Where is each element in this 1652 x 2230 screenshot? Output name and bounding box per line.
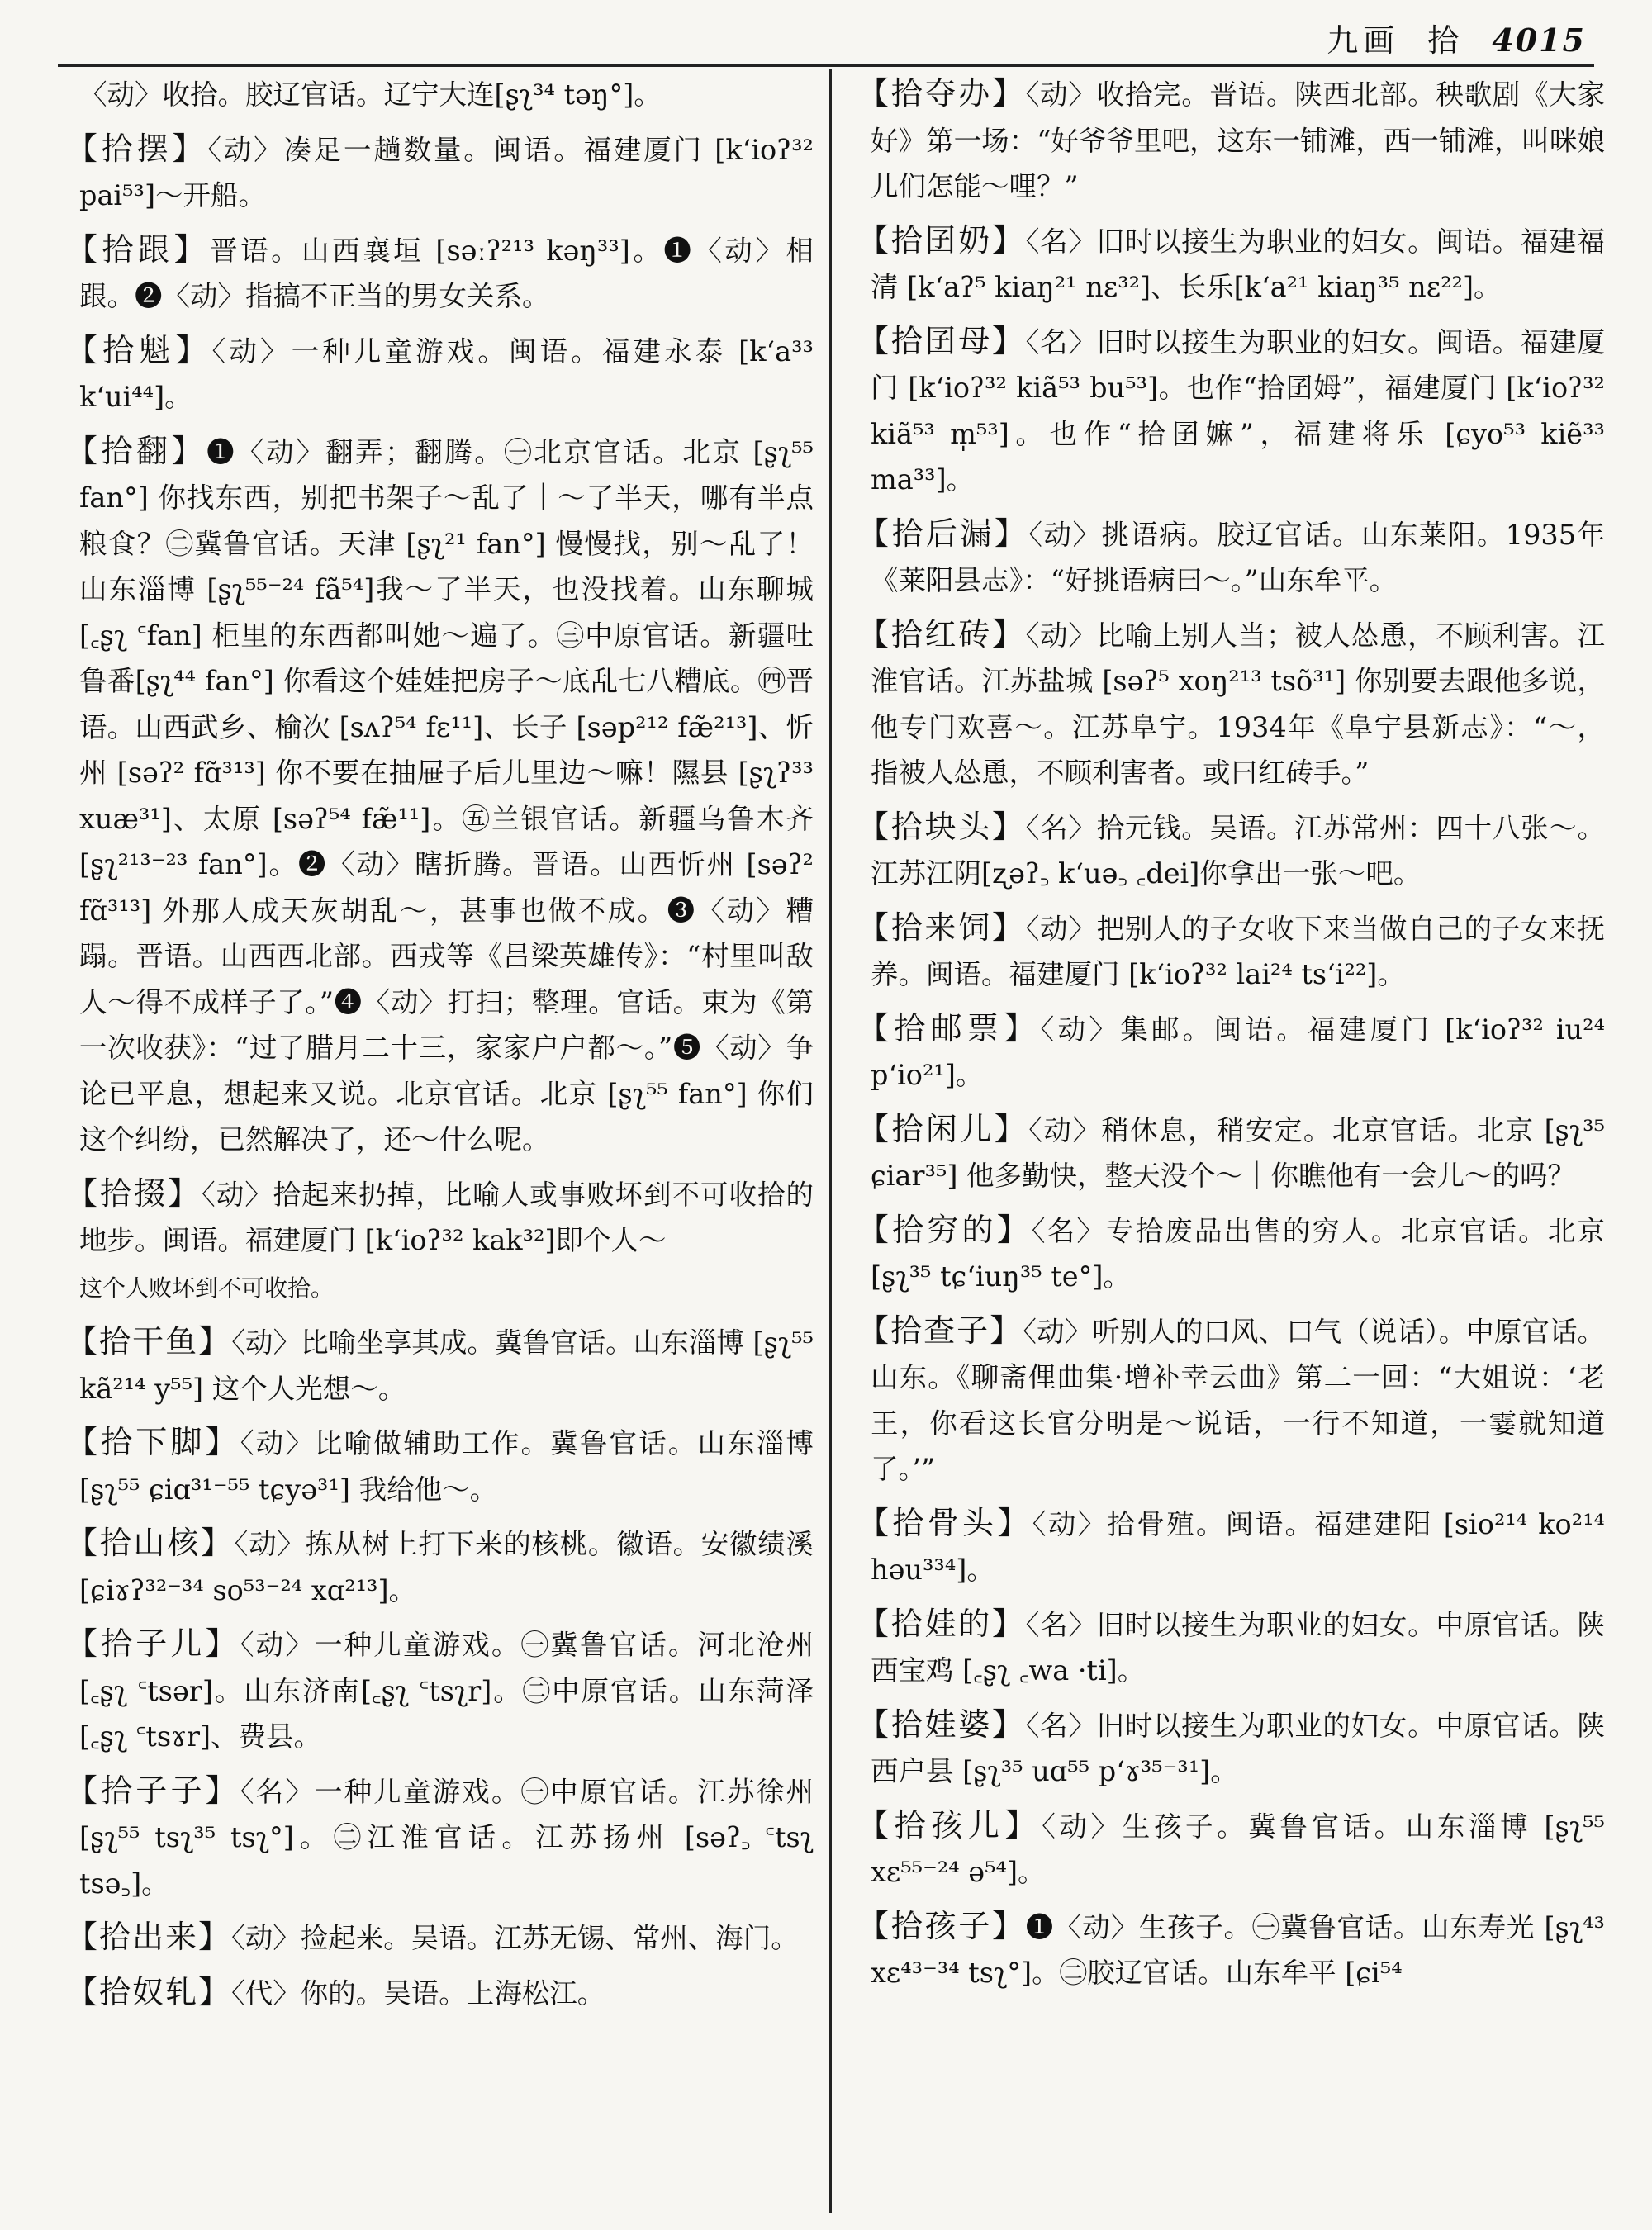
entry-head: 【拾掇】 xyxy=(66,1174,202,1212)
entry-head: 【拾孩儿】 xyxy=(857,1806,1042,1843)
entry-head: 【拾穷的】 xyxy=(857,1211,1032,1248)
entry-body: 〈动〉稍休息，稍安定。北京官话。北京 [ʂʅ³⁵ ɕiar³⁵] 他多勤快，整天没个～｜你瞧他有一会儿～的吗？ xyxy=(871,1113,1605,1192)
entry-body: 〈动〉捡起来。吴语。江苏无锡、常州、海门。 xyxy=(231,1922,799,1954)
entry-head: 【拾红砖】 xyxy=(857,615,1026,652)
entry xyxy=(857,1107,1605,1199)
entry-head: 【拾娃的】 xyxy=(857,1605,1026,1642)
entry-body: 〈动〉听别人的口风、口气（说话）。中原官话。山东。《聊斋俚曲集·增补幸云曲》第二一回：“大姐说：‘老王，你看这长官分明是～说话，一行不知道，一霎就知道了。’” xyxy=(871,1315,1605,1485)
entry-head: 【拾魁】 xyxy=(66,331,212,368)
entry-body: 〈动〉比喻上别人当；被人怂恿，不顾利害。江淮官话。江苏盐城 [səʔ⁵ xoŋ²¹³ tsõ³¹] 你别要去跟他多说，他专门欢喜～。江苏阜宁。1934年《阜宁县新志》：“～，指被人怂恿，不顾利害者。或曰红砖手。” xyxy=(871,619,1605,789)
column-divider xyxy=(829,69,832,2213)
entry-head: 【拾山核】 xyxy=(66,1525,235,1561)
entry-head: 【拾查子】 xyxy=(857,1312,1023,1349)
entry xyxy=(857,1006,1605,1098)
entry xyxy=(857,804,1605,897)
entry-head: 【拾囝母】 xyxy=(857,322,1026,359)
entry-body: 〈名〉专拾废品出售的穷人。北京官话。北京 [ʂʅ³⁵ tɕʻiuŋ³⁵ te°]。 xyxy=(871,1214,1605,1293)
header-char: 拾 xyxy=(1427,22,1464,59)
entry xyxy=(857,1702,1605,1795)
entry-body: 〈动〉拾骨殖。闽语。福建建阳 [sio²¹⁴ ko²¹⁴ həu³³⁴]。 xyxy=(871,1507,1605,1586)
entry xyxy=(857,511,1605,604)
entry-body: 〈动〉集邮。闽语。福建厦门 [kʻioʔ³² iu²⁴ pʻio²¹]。 xyxy=(871,1013,1605,1091)
entry xyxy=(66,1768,814,1907)
right-column xyxy=(857,71,1605,2005)
entry xyxy=(66,1914,814,1962)
entry-body: 〈名〉拾元钱。吴语。江苏常州：四十八张～。江苏江阴[ʐəʔ꜆ kʻuə꜆ ꜀dei]你拿出一张～吧。 xyxy=(871,811,1605,890)
entry-head: 【拾奴轧】 xyxy=(66,1973,232,2010)
entry-body: 〈动〉收拾。胶辽官话。辽宁大连[ʂʅ³⁴ təŋ°]。 xyxy=(79,78,662,111)
entry-body: 〈动〉一种儿童游戏。闽语。福建永泰 [kʻa³³ kʻui⁴⁴]。 xyxy=(79,334,814,413)
entry-head: 【拾来饲】 xyxy=(857,909,1026,946)
entry xyxy=(66,1970,814,2017)
entry-body: 〈动〉收拾完。晋语。陕西北部。秧歌剧《大家好》第一场：“好爷爷里吧，这东一铺滩，西一铺滩，叫咪娘儿们怎能～哩？” xyxy=(871,78,1606,202)
entry-head: 【拾闲儿】 xyxy=(857,1110,1029,1147)
entry-body: 〈动〉比喻做辅助工作。冀鲁官话。山东淄博 [ʂʅ⁵⁵ ɕiɑ³¹⁻⁵⁵ tɕyə³¹] 我给他～。 xyxy=(79,1427,814,1506)
entry-head: 【拾骨头】 xyxy=(857,1504,1032,1541)
entry xyxy=(66,429,814,1163)
page-number: 4015 xyxy=(1492,21,1586,59)
entry-body: 〈动〉比喻坐享其成。冀鲁官话。山东淄博 [ʂʅ⁵⁵ kã²¹⁴ y⁵⁵] 这个人光想～。 xyxy=(79,1326,814,1405)
entry xyxy=(66,1319,814,1412)
entry-gloss: 这个人败坏到不可收拾。 xyxy=(79,1274,335,1302)
entry xyxy=(66,1621,814,1760)
entry xyxy=(66,71,814,118)
entry xyxy=(857,1904,1605,1996)
entry xyxy=(66,227,814,320)
section-label: 九画 xyxy=(1327,22,1400,59)
entry-head: 【拾邮票】 xyxy=(857,1009,1041,1046)
entry-head: 【拾子儿】 xyxy=(66,1625,240,1662)
entry-body: 晋语。山西襄垣 [səːʔ²¹³ kəŋ³³]。❶〈动〉相跟。❷〈动〉指搞不正当的男女关系。 xyxy=(79,234,814,312)
entry-body: 〈名〉旧时以接生为职业的妇女。闽语。福建厦门 [kʻioʔ³² kiã⁵³ bu⁵³]。也作“拾囝姆”，福建厦门 [kʻioʔ³² kiã⁵³ m̩⁵³]。也作“拾囝嫲”，福建将乐 [ɕyo⁵³ kiẽ³³ ma³³]。 xyxy=(871,325,1605,496)
entry xyxy=(857,1601,1605,1694)
entry xyxy=(857,71,1605,210)
entry-body: 〈动〉拣从树上打下来的核桃。徽语。安徽绩溪 [ɕiɤʔ³²⁻³⁴ so⁵³⁻²⁴ xɑ²¹³]。 xyxy=(79,1528,814,1606)
entry-body: 〈动〉生孩子。冀鲁官话。山东淄博 [ʂʅ⁵⁵ xɛ⁵⁵⁻²⁴ ə⁵⁴]。 xyxy=(871,1810,1605,1888)
entry xyxy=(857,319,1605,503)
entry-body: 〈动〉把别人的子女收下来当做自己的子女来抚养。闽语。福建厦门 [kʻioʔ³² lai²⁴ tsʻi²²]。 xyxy=(871,912,1605,990)
entry xyxy=(66,1420,814,1512)
entry-body: 〈动〉一种儿童游戏。㊀冀鲁官话。河北沧州 [꜀ʂʅ ꜂tsər]。山东济南[꜀ʂʅ ꜂tsʅr]。㊁中原官话。山东菏泽 [꜀ʂʅ ꜂tsɤr]、费县。 xyxy=(79,1629,814,1753)
entry xyxy=(857,1501,1605,1593)
entry xyxy=(66,1521,814,1613)
entry-head: 【拾娃婆】 xyxy=(857,1706,1026,1743)
entry-head: 【拾下脚】 xyxy=(66,1424,240,1460)
entry-head: 【拾干鱼】 xyxy=(66,1323,232,1359)
page-header xyxy=(1327,15,1586,60)
entry xyxy=(857,905,1605,998)
entry-body: 〈动〉挑语病。胶辽官话。山东莱阳。1935年《莱阳县志》：“好挑语病曰～。”山东牟平。 xyxy=(871,518,1605,596)
entry xyxy=(857,1308,1605,1492)
entry-head: 【拾囝奶】 xyxy=(857,221,1026,259)
entry xyxy=(857,1208,1605,1300)
entry-head: 【拾出来】 xyxy=(66,1919,232,1955)
entry-head: 【拾后漏】 xyxy=(857,515,1029,552)
entry-head: 【拾孩子】 xyxy=(857,1907,1026,1944)
entry xyxy=(66,1171,814,1312)
entry-body: 〈名〉旧时以接生为职业的妇女。中原官话。陕西户县 [ʂʅ³⁵ uɑ⁵⁵ pʻɤ³⁵⁻³¹]。 xyxy=(871,1709,1605,1787)
entry-head: 【拾块头】 xyxy=(857,808,1026,845)
entry-head: 【拾摆】 xyxy=(66,130,208,167)
entry-body: 〈代〉你的。吴语。上海松江。 xyxy=(231,1976,605,2009)
entry xyxy=(66,328,814,420)
entry-body: 〈名〉旧时以接生为职业的妇女。闽语。福建福清 [kʻaʔ⁵ kiaŋ²¹ nɛ³²]、长乐[kʻa²¹ kiaŋ³⁵ nɛ²²]。 xyxy=(871,225,1605,303)
entry xyxy=(857,218,1605,311)
entry-body: 〈动〉拾起来扔掉，比喻人或事败坏到不可收拾的地步。闽语。福建厦门 [kʻioʔ³² kak³²]即个人～ xyxy=(79,1178,814,1256)
entry-body: ❶〈动〉生孩子。㊀冀鲁官话。山东寿光 [ʂʅ⁴³ xɛ⁴³⁻³⁴ tsʅ°]。㊁胶辽官话。山东牟平 [ɕi⁵⁴ xyxy=(871,1910,1605,1989)
entry-body: 〈名〉旧时以接生为职业的妇女。中原官话。陕西宝鸡 [꜀ʂʅ ꜀wa ·ti]。 xyxy=(871,1608,1605,1687)
left-column xyxy=(66,71,814,2024)
entry-body: 〈动〉凑足一趟数量。闽语。福建厦门 [kʻioʔ³² pai⁵³]～开船。 xyxy=(79,133,814,211)
entry xyxy=(857,612,1605,796)
entry-head: 【拾跟】 xyxy=(66,230,211,268)
header-rule xyxy=(58,64,1594,67)
entry xyxy=(66,126,814,219)
entry-head: 【拾翻】 xyxy=(66,432,207,469)
entry xyxy=(857,1803,1605,1896)
entry-body: ❶〈动〉翻弄；翻腾。㊀北京官话。北京 [ʂʅ⁵⁵ fan°] 你找东西，别把书架子～乱了｜～了半天，哪有半点粮食？㊁冀鲁官话。天津 [ʂʅ²¹ fan°] 慢慢找，别～乱了！山东淄博 [ʂʅ⁵⁵⁻²⁴ fã⁵⁴]我～了半天，也没找着。山东聊城 [꜀ʂʅ ꜂fan] 柜里的东西都叫她～遍了。㊂中原官话。新疆吐鲁番[ʂʅ⁴⁴ fan°] 你看这个娃娃把房子～底乱七八糟底。㊃晋语。山西武乡、榆次 [sʌʔ⁵⁴ fɛ¹¹]、长子 [səp²¹² fæ̃²¹³]、忻州 [səʔ² fɑ̃³¹³] 你不要在抽屉子后儿里边～嘛！隰县 [ʂʅʔ³³ xuæ³¹]、太原 [səʔ⁵⁴ fæ̃¹¹]。㊄兰银官话。新疆乌鲁木齐 [ʂʅ²¹³⁻²³ fan°]。❷〈动〉瞎折腾。晋语。山西忻州 [səʔ² fɑ̃³¹³] 外那人成天灰胡乱～，甚事也做不成。❸〈动〉糟蹋。晋语。山西西北部。西戎等《吕梁英雄传》：“村里叫敌人～得不成样子了。”❹〈动〉打扫；整理。官话。束为《第一次收获》：“过了腊月二十三，家家户户都～。”❺〈动〉争论已平息，想起来又说。北京官话。北京 [ʂʅ⁵⁵ fan°] 你们这个纠纷，已然解决了，还～什么呢。 xyxy=(79,435,814,1155)
entry-head: 【拾子子】 xyxy=(66,1772,240,1809)
entry-body: 〈名〉一种儿童游戏。㊀中原官话。江苏徐州 [ʂʅ⁵⁵ tsʅ³⁵ tsʅ°]。㊁江淮官话。江苏扬州 [səʔ꜆ ꜂tsʅ tsə꜆]。 xyxy=(79,1775,814,1900)
entry-head: 【拾夺办】 xyxy=(857,75,1026,112)
